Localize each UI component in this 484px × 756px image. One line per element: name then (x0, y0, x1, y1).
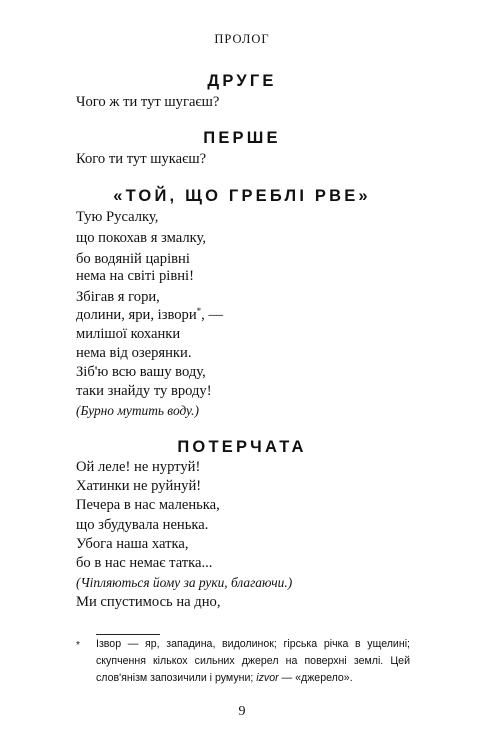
verse-line: Тую Русалку, (76, 209, 159, 225)
verse-line: нема від озерянки. (76, 345, 192, 361)
verse-line: Кого ти тут шукаєш? (76, 151, 207, 167)
footnote-reference: * (196, 306, 202, 316)
verse-line: Ой леле! не нуртуй! (76, 459, 201, 475)
speaker-name: ДРУГЕ (207, 72, 277, 90)
stage-direction: (Бурно мутить воду.) (76, 403, 199, 418)
verse-line: нема на світі рівні! (76, 268, 194, 284)
verse-line: Зіб'ю всю вашу воду, (76, 364, 206, 380)
speaker-name: ПЕРШЕ (203, 129, 281, 147)
verse-line: Хатинки не руйнуй! (76, 478, 202, 494)
verse-text: долини, яри, ізвори (76, 307, 197, 323)
verse-line: Ми спустимось на дно, (76, 594, 221, 610)
verse-line (76, 307, 223, 324)
footnote-marker: * (76, 640, 80, 651)
verse-line: Чого ж ти тут шугаєш? (76, 94, 220, 110)
verse-line: Печера в нас маленька, (76, 497, 220, 513)
verse-line: бо в нас немає татка... (76, 555, 213, 571)
footnote (96, 636, 410, 687)
footnote-line: скупчення кількох сильних джерел на поверхні землі. Цей (96, 655, 410, 667)
footnote-text: — «джерело». (278, 672, 353, 684)
footnote-line (96, 670, 410, 687)
footnote-term: izvor (256, 672, 279, 684)
footnote-divider (96, 634, 160, 635)
stage-direction: (Чіпляються йому за руки, благаючи.) (76, 575, 293, 590)
footnote-line: Ізвор — яр, западина, видолинок; гірська річка в ущелині; (96, 638, 410, 650)
verse-line: таки знайду ту вроду! (76, 383, 212, 399)
verse-line: Збігав я гори, (76, 289, 160, 305)
verse-line: милішої коханки (76, 326, 181, 342)
speaker-name: «ТОЙ, ЩО ГРЕБЛІ РВЕ» (113, 187, 371, 205)
page-number: 9 (238, 704, 246, 719)
running-header: ПРОЛОГ (214, 32, 270, 46)
verse-text: , — (201, 307, 224, 323)
verse-line: що покохав я змалку, (76, 230, 207, 246)
verse-line: Убога наша хатка, (76, 536, 189, 552)
verse-line: що збудувала ненька. (76, 517, 209, 533)
footnote-text: слов'янізм запозичили і румуни; (96, 672, 257, 684)
speaker-name: ПОТЕРЧАТА (177, 438, 307, 456)
verse-line: бо водяній царівні (76, 251, 190, 267)
